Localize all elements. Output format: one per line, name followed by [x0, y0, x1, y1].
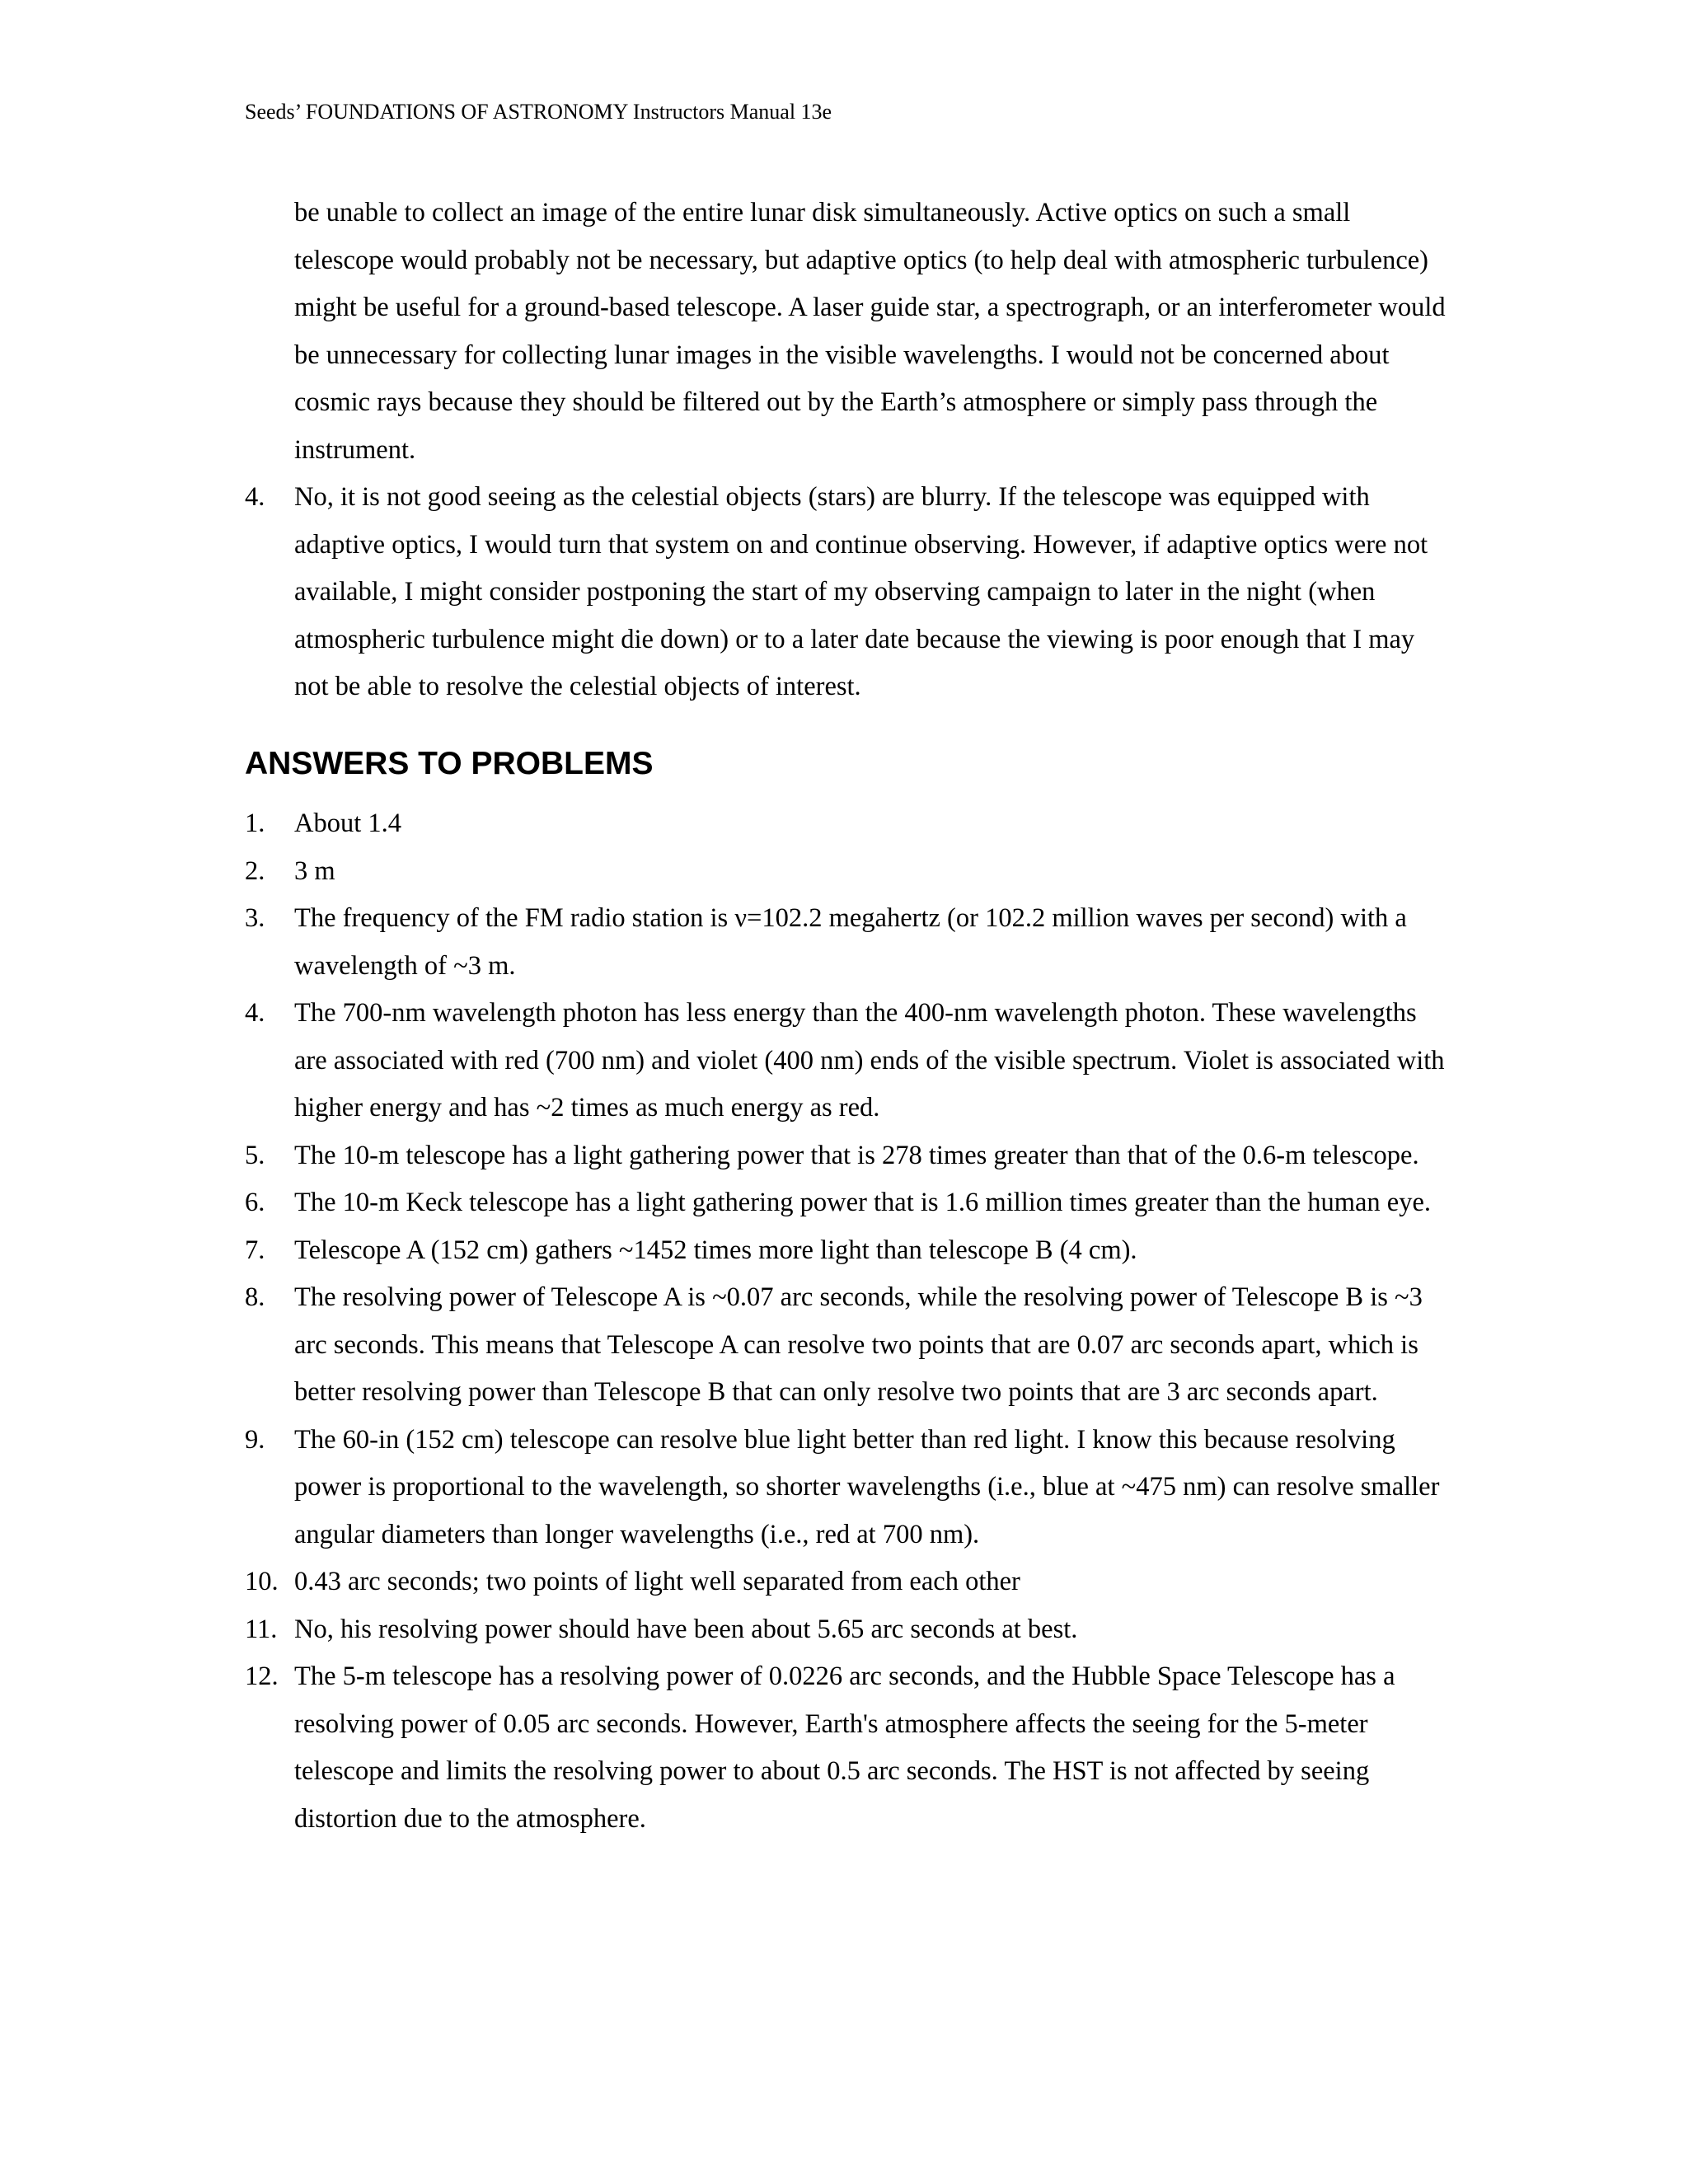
item-text: The 10-m telescope has a light gathering power that is 278 times greater than that of the 0.6-m telescope.: [294, 1140, 1419, 1170]
list-item: [245, 848, 1448, 896]
item-text: No, his resolving power should have been about 5.65 arc seconds at best.: [294, 1614, 1078, 1644]
continued-answers: [245, 190, 1448, 711]
item-number: 7.: [245, 1235, 265, 1265]
list-item: [245, 800, 1448, 848]
item-text: 0.43 arc seconds; two points of light well separated from each other: [294, 1567, 1020, 1596]
item-number: 4.: [245, 482, 265, 512]
item-text: 3 m: [294, 855, 335, 886]
item-number: 5.: [245, 1140, 265, 1170]
item-text: No, it is not good seeing as the celestial objects (stars) are blurry. If the telescope was equipped with adaptive optics, I would turn that system on and continue observing. However, if adaptive optics were not available, I might consider postponing the start of my observing campaign to later in the night (when atmospheric turbulence might die down) or to a later date because the viewing is poor enough that I may not be able to resolve the celestial objects of interest.: [294, 482, 1428, 701]
item-number: 3.: [245, 903, 265, 933]
list-item: [245, 1227, 1448, 1275]
item-text: The 60-in (152 cm) telescope can resolve blue light better than red light. I know this because resolving power is proportional to the wavelength, so shorter wavelengths (i.e., blue at ~475 nm) can resolve smaller angular diameters than longer wavelengths (i.e., red at 700 nm).: [294, 1424, 1440, 1549]
item-number: 6.: [245, 1188, 265, 1217]
item-text: The 10-m Keck telescope has a light gathering power that is 1.6 million times greater than the human eye.: [294, 1188, 1432, 1217]
list-item: [245, 895, 1448, 990]
item-number: 4.: [245, 998, 265, 1028]
answers-list: [245, 800, 1448, 1843]
item-text: The 5-m telescope has a resolving power of 0.0226 arc seconds, and the Hubble Space Telescope has a resolving power of 0.05 arc seconds. However, Earth's atmosphere affects the seeing for the 5-meter telescope and limits the resolving power to about 0.5 arc seconds. The HST is not affected by seeing distortion due to the atmosphere.: [294, 1661, 1395, 1834]
list-item: [245, 1558, 1448, 1606]
item-text: The 700-nm wavelength photon has less energy than the 400-nm wavelength photon. These wavelengths are associated with red (700 nm) and violet (400 nm) ends of the visible spectrum. Violet is associated with higher energy and has ~2 times as much energy as red.: [294, 998, 1445, 1122]
list-item: [245, 1274, 1448, 1417]
running-header: Seeds’ FOUNDATIONS OF ASTRONOMY Instructors Manual 13e: [245, 100, 832, 124]
list-item: [245, 1606, 1448, 1654]
item-number: 9.: [245, 1424, 265, 1455]
list-item: [245, 1132, 1448, 1180]
continued-paragraph: be unable to collect an image of the entire lunar disk simultaneously. Active optics on such a small telescope would probably not be necessary, but adaptive optics (to help deal with atmospheric turbulence) might be useful for a ground-based telescope. A laser guide star, a spectrograph, or an interferometer would be unnecessary for collecting lunar images in the visible wavelengths. I would not be concerned about cosmic rays because they should be filtered out by the Earth’s atmosphere or simply pass through the instrument.: [294, 198, 1446, 465]
item-number: 10.: [245, 1567, 279, 1596]
list-item: [245, 1653, 1448, 1843]
item-number: 12.: [245, 1661, 279, 1691]
list-item: [245, 1179, 1448, 1227]
item-text: The frequency of the FM radio station is ν=102.2 megahertz (or 102.2 million waves per second) with a wavelength of ~3 m.: [294, 903, 1407, 981]
item-number: 1.: [245, 808, 265, 838]
list-item: [245, 474, 1448, 711]
item-text: About 1.4: [294, 808, 401, 838]
item-number: 2.: [245, 855, 265, 886]
list-item: [245, 990, 1448, 1132]
list-item: [245, 1417, 1448, 1559]
item-text: The resolving power of Telescope A is ~0.07 arc seconds, while the resolving power of Telescope B is ~3 arc seconds. This means that Telescope A can resolve two points that are 0.07 arc seconds apart, which is better resolving power than Telescope B that can only resolve two points that are 3 arc seconds apart.: [294, 1282, 1423, 1407]
item-number: 11.: [245, 1614, 278, 1644]
section-heading: ANSWERS TO PROBLEMS: [245, 746, 654, 781]
item-text: Telescope A (152 cm) gathers ~1452 times more light than telescope B (4 cm).: [294, 1235, 1137, 1265]
item-number: 8.: [245, 1282, 265, 1312]
